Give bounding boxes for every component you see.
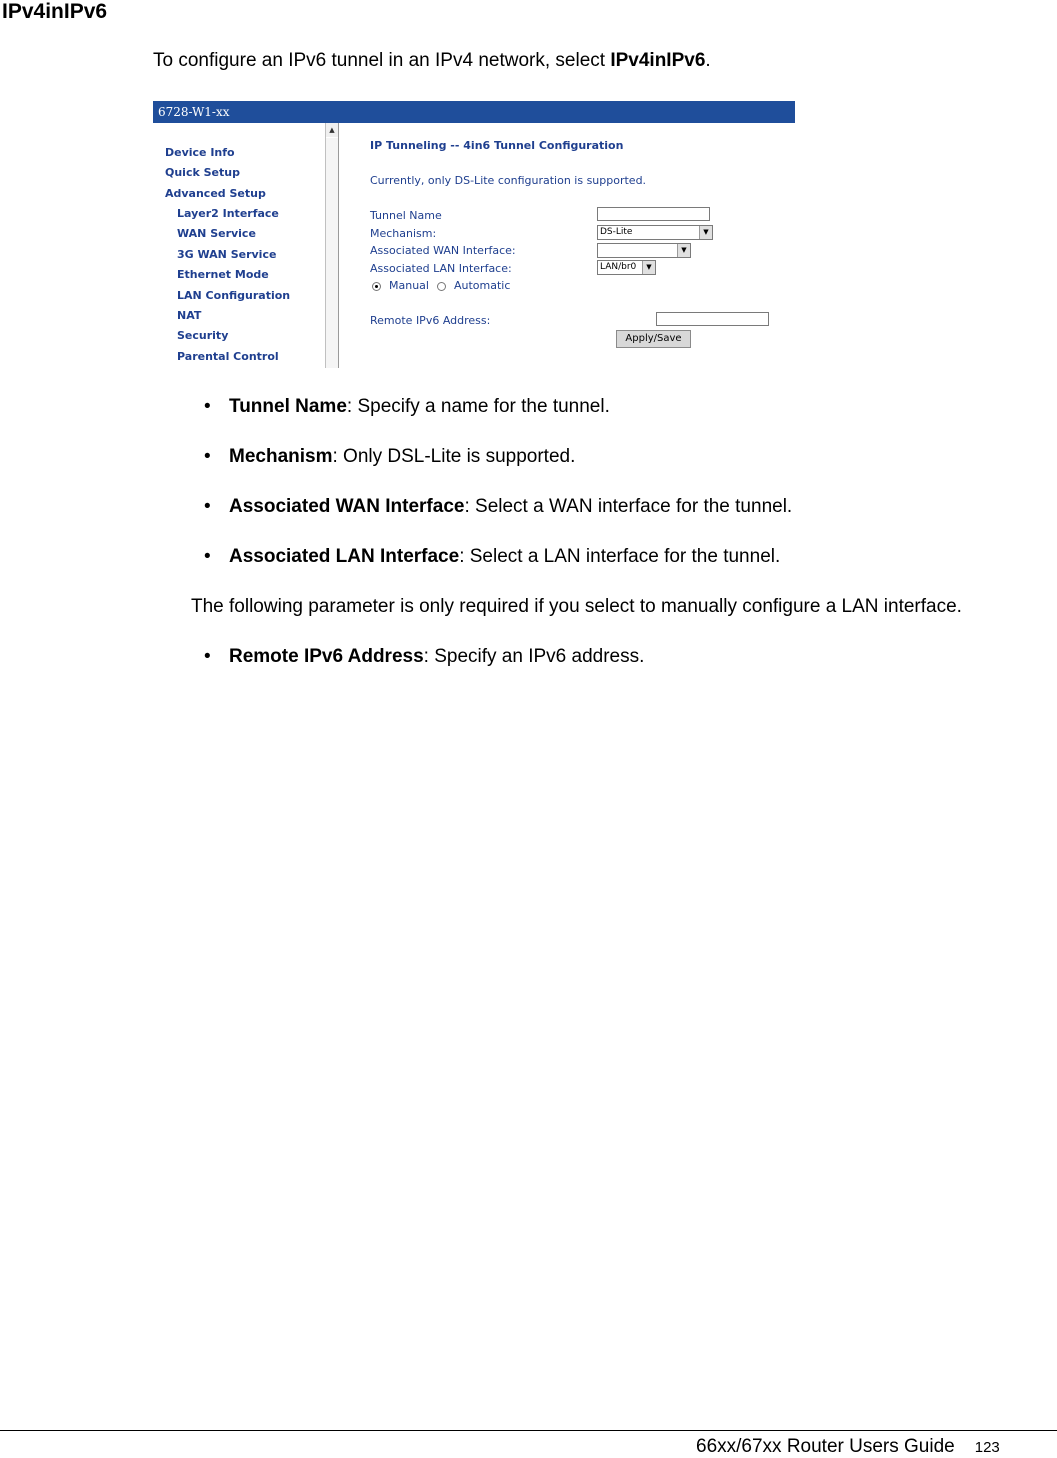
lan-interface-select[interactable]	[597, 260, 656, 275]
nav-item-advanced-setup[interactable]: Advanced Setup	[165, 187, 266, 200]
radio-manual-label: Manual	[389, 279, 429, 292]
bullet-icon: •	[204, 646, 211, 667]
nav-item-layer2-interface[interactable]: Layer2 Interface	[177, 207, 279, 220]
apply-save-button[interactable]: Apply/Save	[616, 330, 691, 348]
tunnel-name-input[interactable]	[597, 207, 710, 221]
guide-title: 66xx/67xx Router Users Guide	[696, 1436, 955, 1457]
nav-item-nat[interactable]: NAT	[177, 309, 202, 322]
intro-bold: IPv4inIPv6	[610, 50, 706, 71]
bullet-desc: : Specify a name for the tunnel.	[346, 396, 610, 417]
manual-note: The following parameter is only required if you select to manually configure a LAN interface.	[191, 596, 962, 617]
router-screenshot	[153, 101, 795, 368]
window-title-bar: 6728-W1-xx	[153, 101, 795, 123]
bullet-term: Mechanism	[229, 446, 333, 467]
chevron-down-icon[interactable]: ▼	[677, 244, 690, 257]
nav-item-ethernet-mode[interactable]: Ethernet Mode	[177, 268, 269, 281]
radio-manual[interactable]	[372, 282, 381, 291]
nav-item-lan-configuration[interactable]: LAN Configuration	[177, 289, 291, 302]
nav-item-device-info[interactable]: Device Info	[165, 146, 235, 159]
chevron-down-icon[interactable]: ▼	[642, 261, 655, 274]
bullet-term: Associated WAN Interface	[229, 496, 465, 517]
nav-item-parental-control[interactable]: Parental Control	[177, 350, 279, 363]
wan-interface-label: Associated WAN Interface:	[370, 244, 516, 257]
bullet-icon: •	[204, 496, 211, 517]
lan-interface-value: LAN/br0	[600, 262, 637, 272]
bullet-term: Associated LAN Interface	[229, 546, 460, 567]
radio-automatic[interactable]	[437, 282, 446, 291]
chevron-down-icon[interactable]: ▼	[699, 226, 712, 239]
bullet-desc: : Select a LAN interface for the tunnel.	[459, 546, 781, 567]
wan-interface-select[interactable]	[597, 243, 691, 258]
mechanism-select[interactable]	[597, 225, 713, 240]
config-title: IP Tunneling -- 4in6 Tunnel Configuration	[370, 139, 624, 152]
bullet-icon: •	[204, 546, 211, 567]
nav-scrollbar[interactable]	[325, 123, 339, 368]
nav-item-wan-service[interactable]: WAN Service	[177, 227, 256, 240]
remote-ipv6-input[interactable]	[656, 312, 769, 326]
intro-end: .	[705, 50, 711, 71]
scroll-thumb[interactable]	[326, 137, 338, 368]
lan-mode-radio-group	[372, 279, 510, 292]
sidebar-nav	[153, 123, 325, 368]
bullet-term: Tunnel Name	[229, 396, 347, 417]
section-heading: IPv4inIPv6	[2, 0, 108, 23]
lan-interface-label: Associated LAN Interface:	[370, 262, 512, 275]
nav-item-security[interactable]: Security	[177, 329, 229, 342]
mechanism-label: Mechanism:	[370, 227, 437, 240]
intro-text: To configure an IPv6 tunnel in an IPv4 network, select	[153, 50, 611, 71]
nav-item-3g-wan-service[interactable]: 3G WAN Service	[177, 248, 277, 261]
bullet-desc: : Only DSL-Lite is supported.	[332, 446, 576, 467]
tunnel-name-label: Tunnel Name	[370, 209, 442, 222]
bullet-desc: : Specify an IPv6 address.	[423, 646, 645, 667]
config-note: Currently, only DS-Lite configuration is supported.	[370, 174, 647, 187]
page-footer	[696, 1436, 1000, 1458]
page-number: 123	[974, 1439, 1000, 1456]
radio-automatic-label: Automatic	[453, 279, 511, 292]
bullet-icon: •	[204, 396, 211, 417]
bullet-icon: •	[204, 446, 211, 467]
intro-paragraph	[153, 50, 711, 72]
nav-item-quick-setup[interactable]: Quick Setup	[165, 166, 240, 179]
remote-ipv6-label: Remote IPv6 Address:	[370, 314, 491, 327]
footer-divider	[0, 1430, 1057, 1431]
bullet-desc: : Select a WAN interface for the tunnel.	[464, 496, 793, 517]
scroll-up-arrow-icon[interactable]: ▲	[326, 123, 338, 138]
mechanism-value: DS-Lite	[600, 227, 633, 237]
bullet-term: Remote IPv6 Address	[229, 646, 424, 667]
